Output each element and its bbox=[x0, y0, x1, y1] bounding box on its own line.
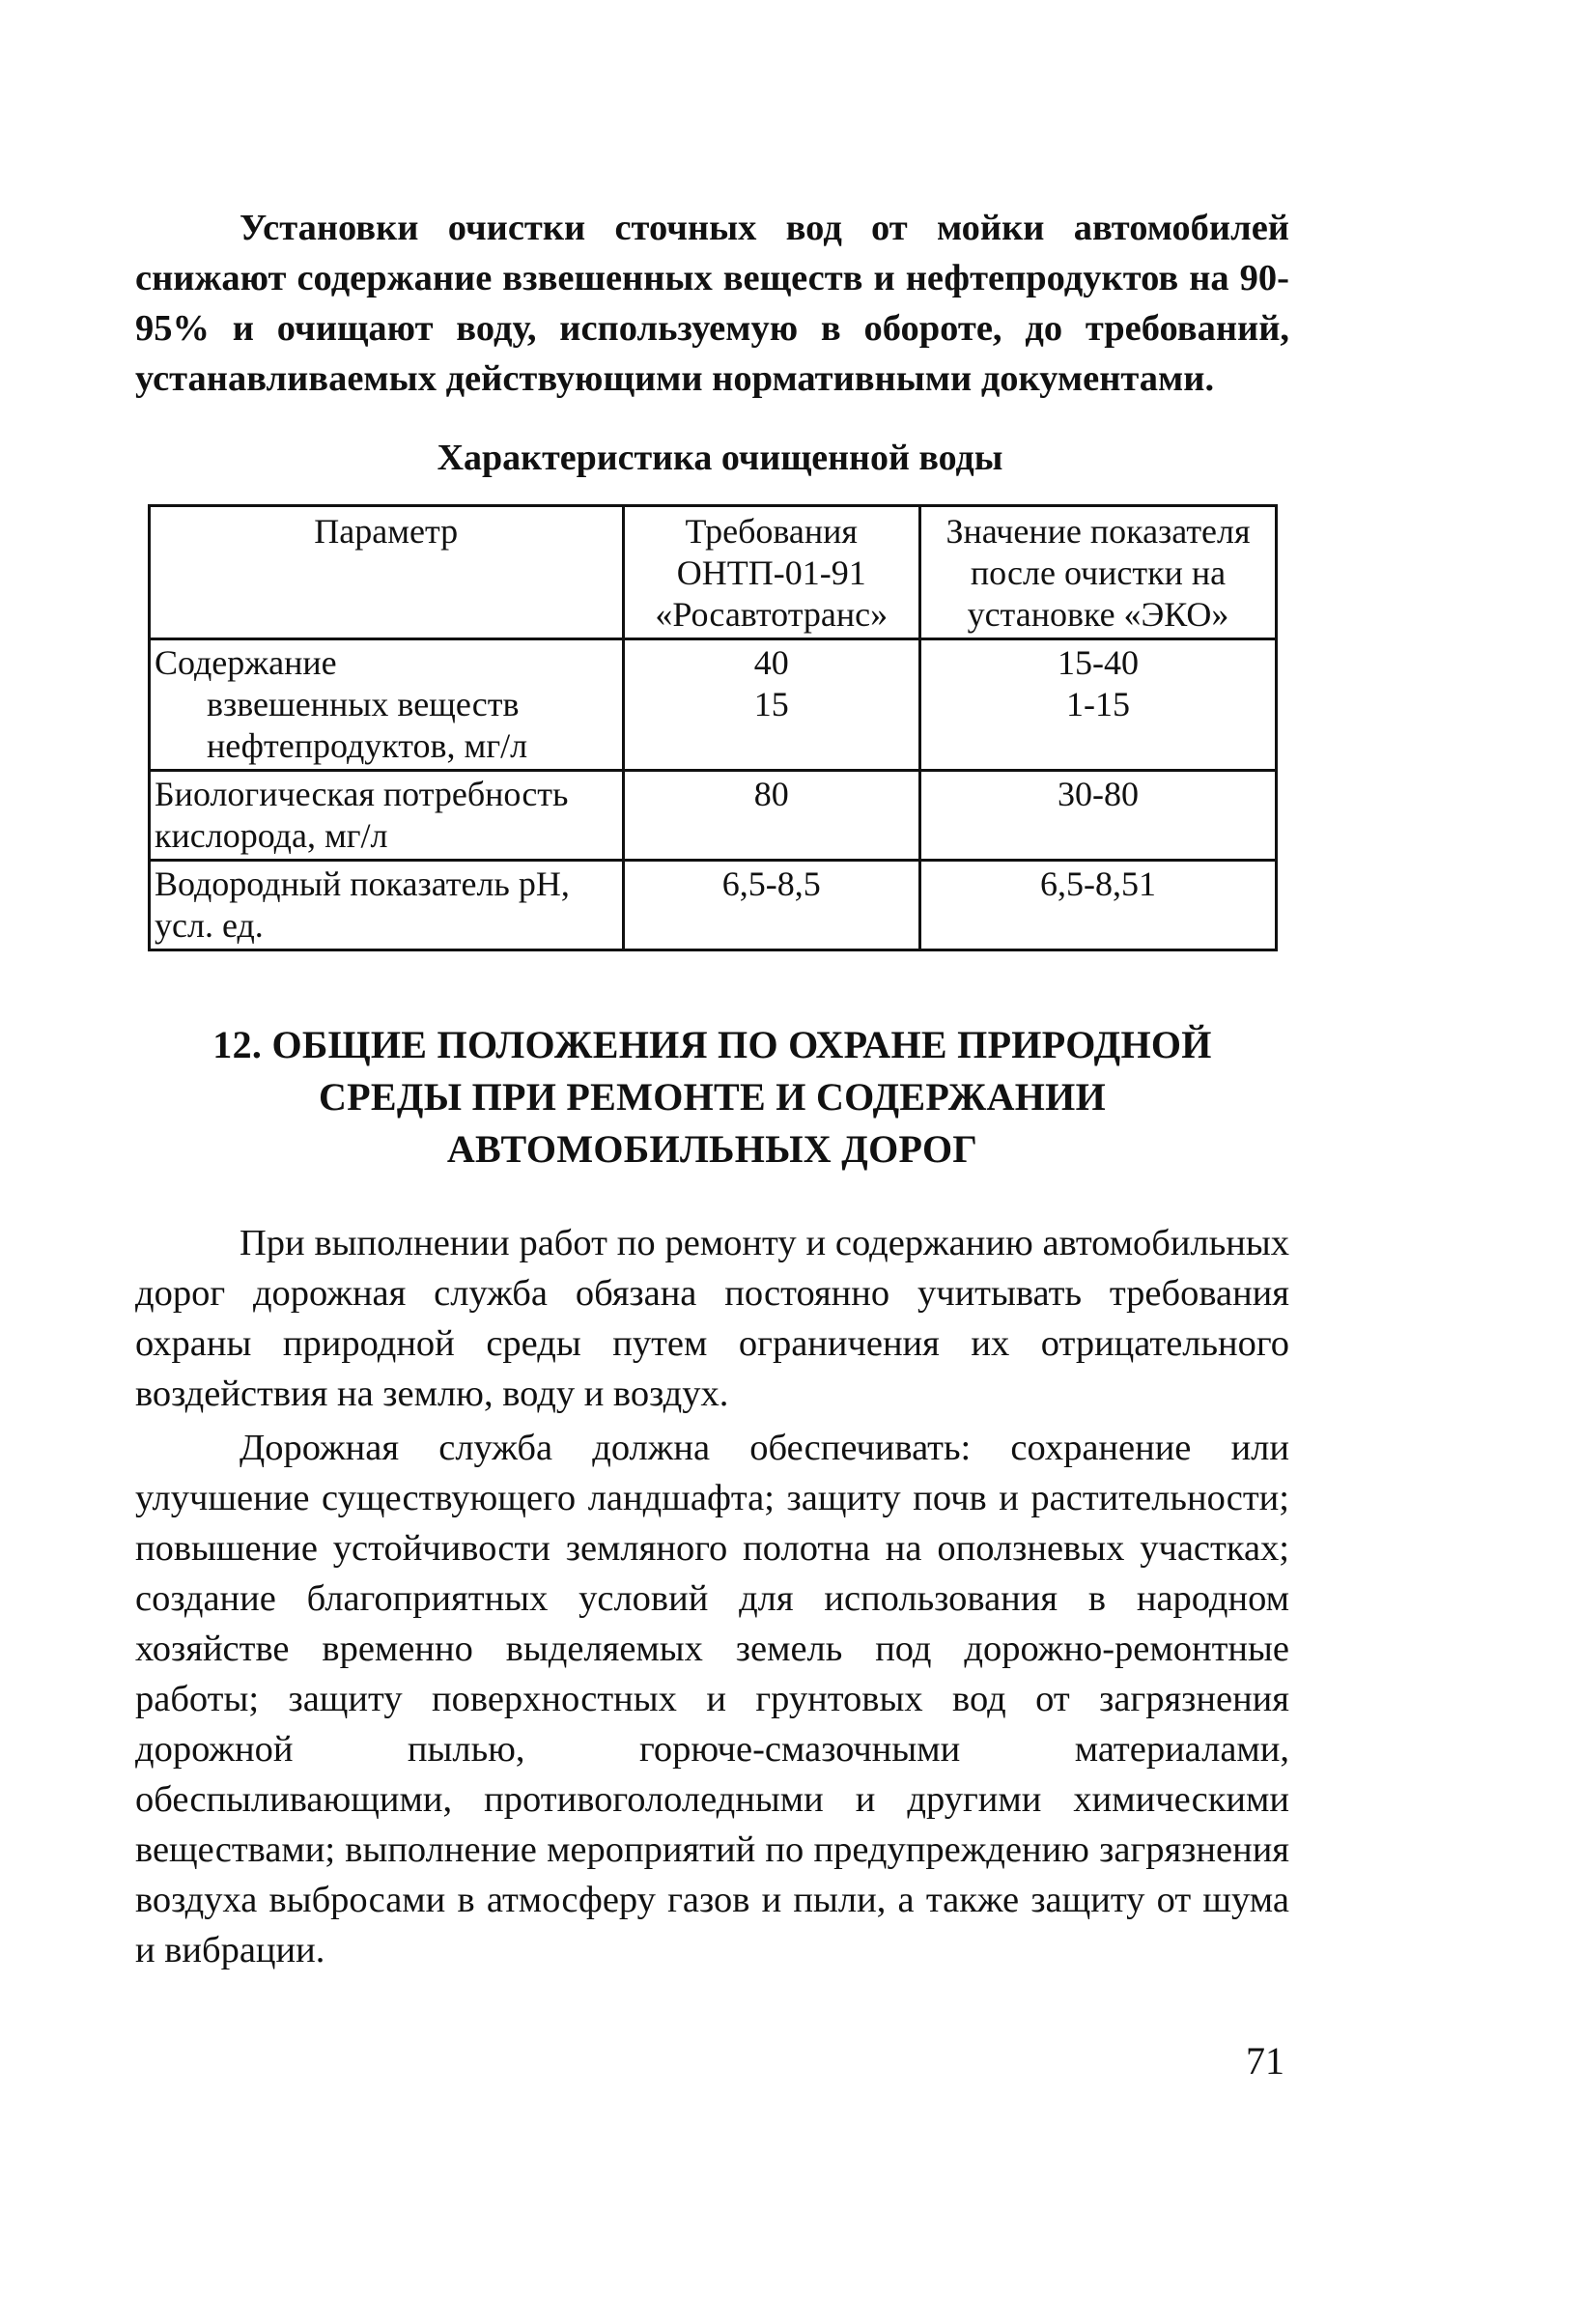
table-row bbox=[150, 771, 1277, 861]
cell-value: 40 bbox=[753, 643, 789, 682]
section-paragraph: Дорожная служба должна обеспечивать: сохранение или улучшение существующего ландшафта; защиту почв и растительности; повышение устойчивости земляного полотна на оползневых участках; создание благоприятных условий для использования в народном хозяйстве временно выделяемых земель под дорожно-ремонтные работы; защиту поверхностных и грунтовых вод от загрязнения дорожной пылью, горюче-смазочными материалами, обеспыливающими, противогололедными и другими химическими веществами; выполнение мероприятий по предупреждению загрязнения воздуха выбросами в атмосферу газов и пыли, а также защиту от шума и вибрации. bbox=[135, 1428, 1289, 1970]
row-sublabel: взвешенных веществ bbox=[207, 685, 520, 723]
heading-line: АВТОМОБИЛЬНЫХ ДОРОГ bbox=[446, 1127, 978, 1171]
water-characteristics-table bbox=[148, 504, 1278, 951]
section-body bbox=[135, 1218, 1289, 1975]
row-requirement: 80 bbox=[623, 771, 920, 861]
header-requirements bbox=[623, 506, 920, 639]
row-value: 6,5-8,51 bbox=[920, 861, 1277, 950]
row-value bbox=[920, 639, 1277, 771]
row-label-line: Водородный показатель pH, bbox=[155, 864, 570, 903]
header-val-line: установке «ЭКО» bbox=[967, 595, 1229, 634]
heading-line: 12. ОБЩИЕ ПОЛОЖЕНИЯ ПО ОХРАНЕ ПРИРОДНОЙ bbox=[212, 1023, 1212, 1066]
page-number: 71 bbox=[1246, 2039, 1284, 2083]
section-heading bbox=[135, 1019, 1289, 1176]
row-label bbox=[150, 861, 624, 950]
table-row bbox=[150, 639, 1277, 771]
table-header-row bbox=[150, 506, 1277, 639]
row-requirement bbox=[623, 639, 920, 771]
row-label-line: Биологическая потребность bbox=[155, 775, 569, 813]
table-title: Характеристика очищенной воды bbox=[437, 438, 1003, 478]
table-row bbox=[150, 861, 1277, 950]
row-label-line: Содержание bbox=[155, 643, 337, 682]
header-parameter: Параметр bbox=[150, 506, 624, 639]
intro-paragraph: Установки очистки сточных вод от мойки автомобилей снижают содержание взвешенных веществ и нефтепродуктов на 90-95% и очищают воду, используемую в обороте, до требований, устанавливаемых действующими нормативными документами. bbox=[135, 208, 1289, 399]
row-label bbox=[150, 771, 624, 861]
cell-value: 15-40 bbox=[1058, 643, 1139, 682]
section-paragraph: При выполнении работ по ремонту и содержанию автомобильных дорог дорожная служба обязана постоянно учитывать требования охраны природной среды путем ограничения их отрицательного воздействия на землю, воду и воздух. bbox=[135, 1223, 1289, 1414]
header-val-line: Значение показателя bbox=[945, 512, 1251, 551]
header-val-line: после очистки на bbox=[970, 553, 1227, 592]
row-value: 30-80 bbox=[920, 771, 1277, 861]
row-label-line: кислорода, мг/л bbox=[155, 816, 388, 855]
header-req-line: «Росавтотранс» bbox=[655, 595, 889, 634]
document-page bbox=[135, 203, 1289, 1975]
cell-value: 1-15 bbox=[1066, 685, 1130, 723]
header-req-line: ОНТП-01-91 bbox=[676, 553, 866, 592]
header-req-line: Требования bbox=[685, 512, 858, 551]
row-sublabel: нефтепродуктов, мг/л bbox=[207, 726, 528, 765]
row-requirement: 6,5-8,5 bbox=[623, 861, 920, 950]
row-label-line: усл. ед. bbox=[155, 906, 264, 945]
cell-value: 15 bbox=[753, 685, 789, 723]
row-label bbox=[150, 639, 624, 771]
heading-line: СРЕДЫ ПРИ РЕМОНТЕ И СОДЕРЖАНИИ bbox=[318, 1075, 1107, 1119]
header-value bbox=[920, 506, 1277, 639]
